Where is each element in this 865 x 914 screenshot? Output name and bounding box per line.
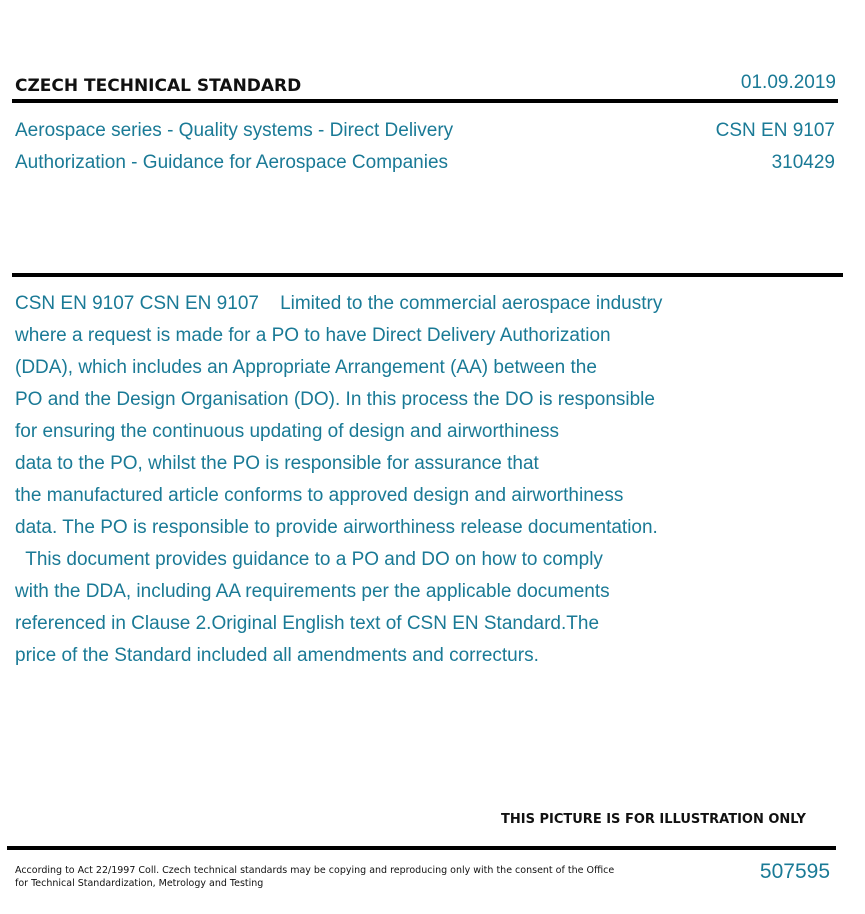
copyright-notice [15, 864, 614, 890]
description-line: data. The PO is responsible to provide airworthiness release documentation. [15, 517, 658, 538]
header-divider [12, 99, 838, 103]
standard-number: 310429 [771, 152, 835, 173]
description-line: This document provides guidance to a PO and DO on how to comply [15, 549, 603, 570]
description-line: price of the Standard included all amendments and correcturs. [15, 645, 539, 666]
description-line: PO and the Design Organisation (DO). In this process the DO is responsible [15, 389, 655, 410]
standard-title [15, 115, 453, 179]
description-line: for ensuring the continuous updating of design and airworthiness [15, 421, 559, 442]
description-line: referenced in Clause 2.Original English text of CSN EN Standard.The [15, 613, 600, 634]
description-line: CSN EN 9107 CSN EN 9107 Limited to the commercial aerospace industry [15, 293, 663, 314]
title-divider [12, 273, 843, 277]
copyright-notice-line: for Technical Standardization, Metrology and Testing [15, 878, 264, 889]
description-line: (DDA), which includes an Appropriate Arrangement (AA) between the [15, 357, 597, 378]
footer-divider [7, 846, 836, 850]
copyright-notice-line: According to Act 22/1997 Coll. Czech technical standards may be copying and reproducing only with the consent of the Office [15, 865, 615, 876]
description-line: where a request is made for a PO to have Direct Delivery Authorization [15, 325, 611, 346]
standard-title-line: Authorization - Guidance for Aerospace Companies [15, 152, 449, 173]
description-line: data to the PO, whilst the PO is responsible for assurance that [15, 453, 539, 474]
publication-date: 01.09.2019 [740, 72, 836, 93]
product-id: 507595 [759, 860, 830, 883]
description-line: the manufactured article conforms to approved design and airworthiness [15, 485, 624, 506]
description-line: with the DDA, including AA requirements per the applicable documents [15, 581, 610, 602]
standard-identifiers [716, 115, 835, 179]
illustration-notice: THIS PICTURE IS FOR ILLUSTRATION ONLY [501, 812, 806, 827]
document-type-heading: CZECH TECHNICAL STANDARD [15, 76, 302, 96]
standard-description [15, 288, 775, 672]
standard-code: CSN EN 9107 [715, 120, 835, 141]
standard-title-line: Aerospace series - Quality systems - Direct Delivery [15, 120, 454, 141]
